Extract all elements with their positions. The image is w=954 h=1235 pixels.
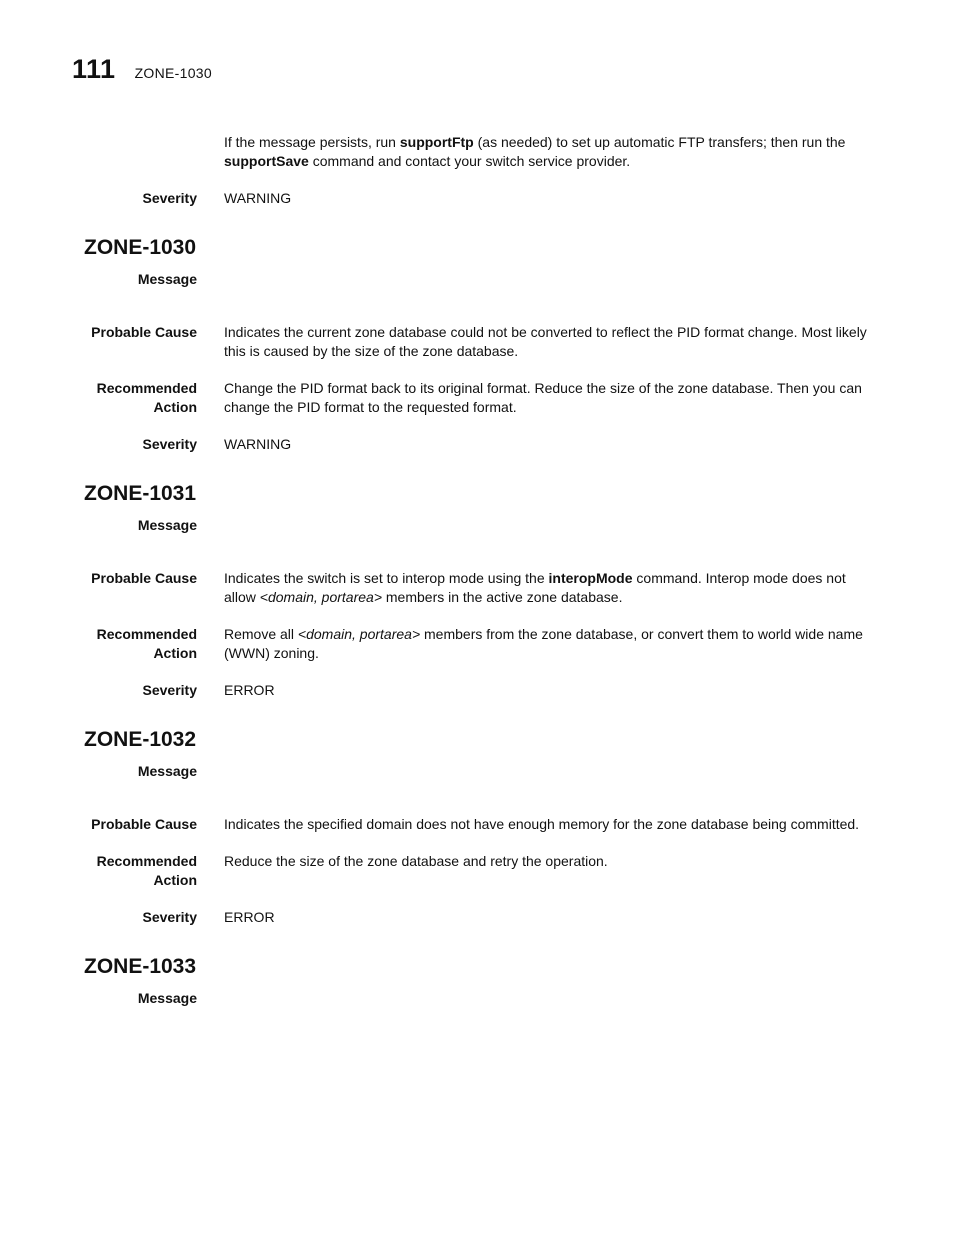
zone-1032-message-row	[0, 762, 954, 781]
section-title-zone-1030: ZONE-1030	[84, 236, 197, 259]
probable-cause-text: Indicates the switch is set to interop mode using the interopMode command. Interop mode does not allow <domain, portarea> members in the active zone database.	[224, 570, 846, 605]
severity-label: Severity	[142, 909, 197, 925]
page-header	[72, 54, 212, 85]
intro-severity-row	[0, 189, 954, 208]
zone-1033-message-row	[0, 989, 954, 1008]
page-content	[0, 133, 954, 1008]
recommended-action-text: Reduce the size of the zone database and retry the operation.	[224, 853, 608, 869]
zone-1030-message-row	[0, 270, 954, 289]
severity-label: Severity	[142, 190, 197, 206]
recommended-action-label: Recommended Action	[96, 853, 197, 888]
command-supportsave: supportSave	[224, 153, 309, 169]
severity-value: WARNING	[224, 436, 292, 452]
italic-parameter: <domain, portarea>	[259, 589, 382, 605]
zone-1032-cause-row	[0, 815, 954, 834]
zone-1032-action-row	[0, 852, 954, 890]
recommended-action-label: Recommended Action	[96, 626, 197, 661]
message-label: Message	[137, 763, 197, 779]
zone-1030-action-row	[0, 379, 954, 417]
zone-1031-cause-row	[0, 569, 954, 607]
recommended-action-text: Change the PID format back to its original format. Reduce the size of the zone database. Then you can change the PID format to the requested format.	[224, 380, 862, 415]
italic-parameter: <domain, portarea>	[297, 626, 421, 642]
severity-value: ERROR	[224, 909, 275, 925]
command-supportftp: supportFtp	[399, 134, 474, 150]
zone-1030-cause-row	[0, 323, 954, 361]
recommended-action-text: Remove all <domain, portarea> members from the zone database, or convert them to world wide name (WWN) zoning.	[224, 626, 863, 661]
zone-1031-action-row	[0, 625, 954, 663]
severity-label: Severity	[142, 682, 197, 698]
probable-cause-label: Probable Cause	[91, 324, 197, 340]
message-label: Message	[137, 990, 197, 1006]
recommended-action-label: Recommended Action	[96, 380, 197, 415]
probable-cause-label: Probable Cause	[91, 570, 197, 586]
chapter-number: 111	[72, 54, 116, 84]
section-title-zone-1033: ZONE-1033	[84, 955, 197, 978]
section-title-zone-1031: ZONE-1031	[84, 482, 197, 505]
command-interopmode: interopMode	[548, 570, 633, 586]
zone-1031-severity-row	[0, 681, 954, 700]
message-label: Message	[137, 271, 197, 287]
intro-action-row	[0, 133, 954, 171]
severity-value: WARNING	[224, 190, 292, 206]
severity-value: ERROR	[224, 682, 275, 698]
message-label: Message	[137, 517, 197, 533]
probable-cause-text: Indicates the specified domain does not have enough memory for the zone database being committed.	[224, 816, 860, 832]
intro-action-text: If the message persists, run supportFtp (as needed) to set up automatic FTP transfers; then run the supportSave command and contact your switch service provider.	[224, 134, 846, 169]
zone-1032-severity-row	[0, 908, 954, 927]
probable-cause-label: Probable Cause	[91, 816, 197, 832]
zone-1030-severity-row	[0, 435, 954, 454]
running-head: ZONE-1030	[134, 65, 212, 81]
severity-label: Severity	[142, 436, 197, 452]
zone-1031-message-row	[0, 516, 954, 535]
section-title-zone-1032: ZONE-1032	[84, 728, 197, 751]
probable-cause-text: Indicates the current zone database could not be converted to reflect the PID format change. Most likely this is caused by the size of the zone database.	[224, 324, 867, 359]
